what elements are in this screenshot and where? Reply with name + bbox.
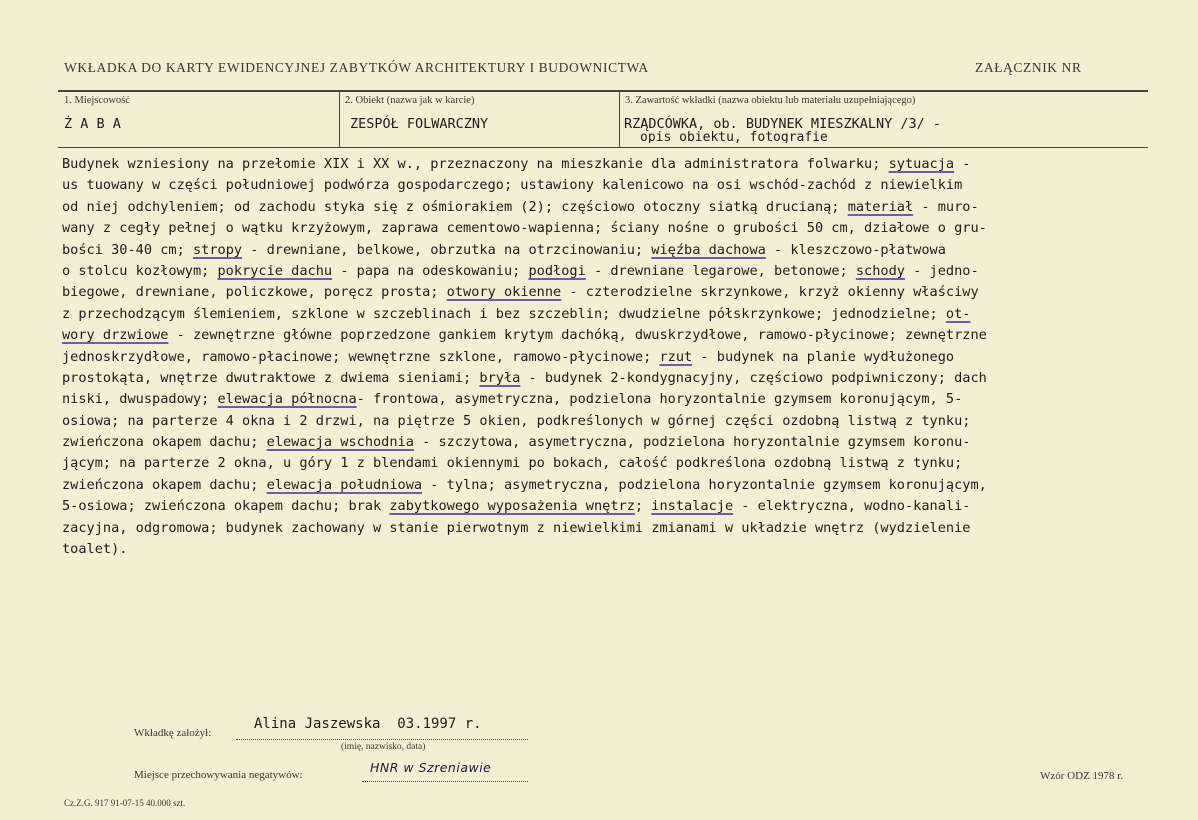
text-segment: ; bbox=[634, 498, 652, 515]
text-segment: z przechodzącym ślemieniem, szklone w szczeblinach i bez szczeblin; dwudzielne półskrzynkowe; jednodzielne; bbox=[62, 305, 946, 322]
description-line bbox=[62, 496, 1142, 517]
text-segment: Budynek wzniesiony na przełomie XIX i XX w., przeznaczony na mieszkanie dla administratora folwarku; bbox=[62, 156, 889, 172]
text-segment: toalet). bbox=[62, 541, 128, 558]
header-bottom-rule bbox=[58, 147, 1148, 148]
locality-value: Ż A B A bbox=[64, 116, 121, 132]
text-segment: - budynek na planie wydłużonego bbox=[692, 348, 955, 365]
locality-label: 1. Miejscowość bbox=[64, 95, 130, 106]
text-segment: - elektryczna, wodno-kanali- bbox=[733, 498, 971, 515]
header-top-rule bbox=[58, 90, 1148, 92]
description-line bbox=[62, 154, 1142, 175]
object-value: ZESPÓŁ FOLWARCZNY bbox=[350, 116, 489, 132]
text-segment: us tuowany w części południowej podwórza gospodarczego; ustawiony kalenicowo na osi wschód-zachód z niewielkim bbox=[62, 177, 963, 194]
negatives-value: HNR w Szreniawie bbox=[370, 760, 492, 775]
text-segment: zwieńczona okapem dachu; bbox=[62, 476, 267, 493]
text-segment: - budynek 2-kondygnacyjny, częściowo podpiwniczony; dach bbox=[520, 369, 987, 386]
text-segment: wany z cegły pełnej o wątku krzyżowym, zaprawa cementowo-wapienna; ściany nośne o grubości 50 cm, działowe o gru- bbox=[62, 220, 987, 237]
text-segment: bości 30-40 cm; bbox=[62, 241, 193, 258]
text-segment: - drewniane, belkowe, obrzutka na otrzcinowaniu; bbox=[242, 241, 652, 258]
text-segment: - papa na odeskowaniu; bbox=[332, 262, 529, 279]
description-line bbox=[62, 197, 1142, 218]
card-title: WKŁADKA DO KARTY EWIDENCYJNEJ ZABYTKÓW ARCHITEKTURY I BUDOWNICTWA bbox=[64, 60, 649, 75]
created-by-hint: (imię, nazwisko, data) bbox=[341, 742, 426, 752]
underlined-keyword: otwory okienne bbox=[446, 284, 562, 301]
underlined-keyword: instalacje bbox=[651, 498, 734, 515]
attachment-number-label: ZAŁĄCZNIK NR bbox=[975, 60, 1082, 75]
description-line bbox=[62, 325, 1142, 346]
description-line bbox=[62, 518, 1142, 539]
underlined-keyword: wory drzwiowe bbox=[62, 327, 169, 344]
contents-value-line2: opis obiektu, fotografie bbox=[640, 131, 828, 143]
description-line bbox=[62, 175, 1142, 196]
negatives-dotline bbox=[362, 781, 528, 782]
description-line bbox=[62, 282, 1142, 303]
underlined-keyword: podłogi bbox=[528, 262, 586, 279]
text-segment: zwieńczona okapem dachu; bbox=[62, 434, 267, 451]
object-label: 2. Obiekt (nazwa jak w karcie) bbox=[345, 95, 475, 106]
text-segment: - tylna; asymetryczna, podzielona horyzontalnie gzymsem koronującym, bbox=[422, 476, 987, 493]
text-segment: zacyjna, odgromowa; budynek zachowany w stanie pierwotnym z niewielkimi zmianami w układzie wnętrz (wydzielenie bbox=[62, 519, 971, 536]
text-segment: - jedno- bbox=[904, 262, 979, 279]
underlined-keyword: elewacja wschodnia bbox=[266, 434, 414, 451]
text-segment: - czterodzielne skrzynkowe, krzyż okienny właściwy bbox=[561, 284, 979, 301]
text-segment: - zewnętrzne główne poprzedzone gankiem krytym dachóką, dwuskrzydłowe, ramowo-płycinowe; zewnętrzne bbox=[168, 327, 987, 344]
text-segment: jednoskrzydłowe, ramowo-płacinowe; wewnętrzne szklone, ramowo-płycinowe; bbox=[62, 348, 660, 365]
column-divider-1 bbox=[339, 90, 340, 147]
underlined-keyword: bryła bbox=[479, 369, 521, 386]
text-segment: - drewniane legarowe, betonowe; bbox=[585, 262, 856, 279]
text-segment: prostokąta, wnętrze dwutraktowe z dwiema sieniami; bbox=[62, 369, 480, 386]
underlined-keyword: schody bbox=[855, 262, 905, 279]
negatives-label: Miejsce przechowywania negatywów: bbox=[134, 769, 303, 781]
created-by-label: Wkładkę założył: bbox=[134, 727, 212, 739]
description-line bbox=[62, 475, 1142, 496]
description-line bbox=[62, 539, 1142, 560]
description-line bbox=[62, 389, 1142, 410]
text-segment: niski, dwuspadowy; bbox=[62, 391, 218, 408]
text-segment: o stolcu kozłowym; bbox=[62, 262, 218, 279]
created-by-value: Alina Jaszewska 03.1997 r. bbox=[254, 716, 482, 732]
description-line bbox=[62, 304, 1142, 325]
text-segment: 5-osiowa; zwieńczona okapem dachu; brak bbox=[62, 498, 390, 515]
underlined-keyword: elewacja północna bbox=[217, 391, 357, 408]
text-segment: - kleszczowo-płatwowa bbox=[765, 241, 946, 258]
text-segment: - bbox=[954, 156, 971, 172]
text-segment: jącym; na parterze 2 okna, u góry 1 z blendami okiennymi po bokach, całość podkreślona ozdobną listwą z tynku; bbox=[62, 455, 963, 472]
description-text bbox=[62, 154, 1142, 560]
text-segment: osiowa; na parterze 4 okna i 2 drzwi, na piętrze 5 okien, podkreślonych w górnej części ozdobną listwą z tynku; bbox=[62, 412, 971, 429]
print-info: Cz.Z.G. 917 91-07-15 40.000 szt. bbox=[64, 798, 186, 808]
underlined-keyword: materiał bbox=[847, 198, 914, 215]
description-line bbox=[62, 368, 1142, 389]
underlined-keyword: elewacja południowa bbox=[266, 476, 423, 493]
description-line bbox=[62, 218, 1142, 239]
underlined-keyword: ot- bbox=[945, 305, 971, 322]
description-line bbox=[62, 347, 1142, 368]
text-segment: - szczytowa, asymetryczna, podzielona horyzontalnie gzymsem koronu- bbox=[413, 434, 971, 451]
text-segment: od niej odchyleniem; od zachodu styka się z ośmiorakiem (2); częściowo otoczny siatką drucianą; bbox=[62, 198, 848, 215]
description-line bbox=[62, 411, 1142, 432]
created-by-dotline bbox=[236, 739, 528, 740]
underlined-keyword: stropy bbox=[192, 241, 243, 258]
description-line bbox=[62, 432, 1142, 453]
underlined-keyword: sytuacja bbox=[888, 156, 955, 172]
description-line bbox=[62, 261, 1142, 282]
description-line bbox=[62, 453, 1142, 474]
description-line bbox=[62, 240, 1142, 261]
text-segment: - frontowa, asymetryczna, podzielona horyzontalnie gzymsem koronującym, 5- bbox=[356, 391, 963, 408]
text-segment: - muro- bbox=[913, 198, 979, 215]
underlined-keyword: rzut bbox=[659, 348, 693, 365]
form-model: Wzór ODZ 1978 r. bbox=[1040, 770, 1124, 782]
underlined-keyword: zabytkowego wyposażenia wnętrz bbox=[389, 498, 635, 515]
underlined-keyword: więźba dachowa bbox=[651, 241, 766, 258]
contents-value-line1: RZĄDCÓWKA, ob. BUDYNEK MIESZKALNY /3/ - bbox=[624, 116, 941, 132]
underlined-keyword: pokrycie dachu bbox=[217, 262, 333, 279]
column-divider-2 bbox=[619, 90, 620, 147]
text-segment: biegowe, drewniane, policzkowe, poręcz prosta; bbox=[62, 284, 447, 301]
contents-label: 3. Zawartość wkładki (nazwa obiektu lub materiału uzupełniającego) bbox=[625, 95, 916, 106]
